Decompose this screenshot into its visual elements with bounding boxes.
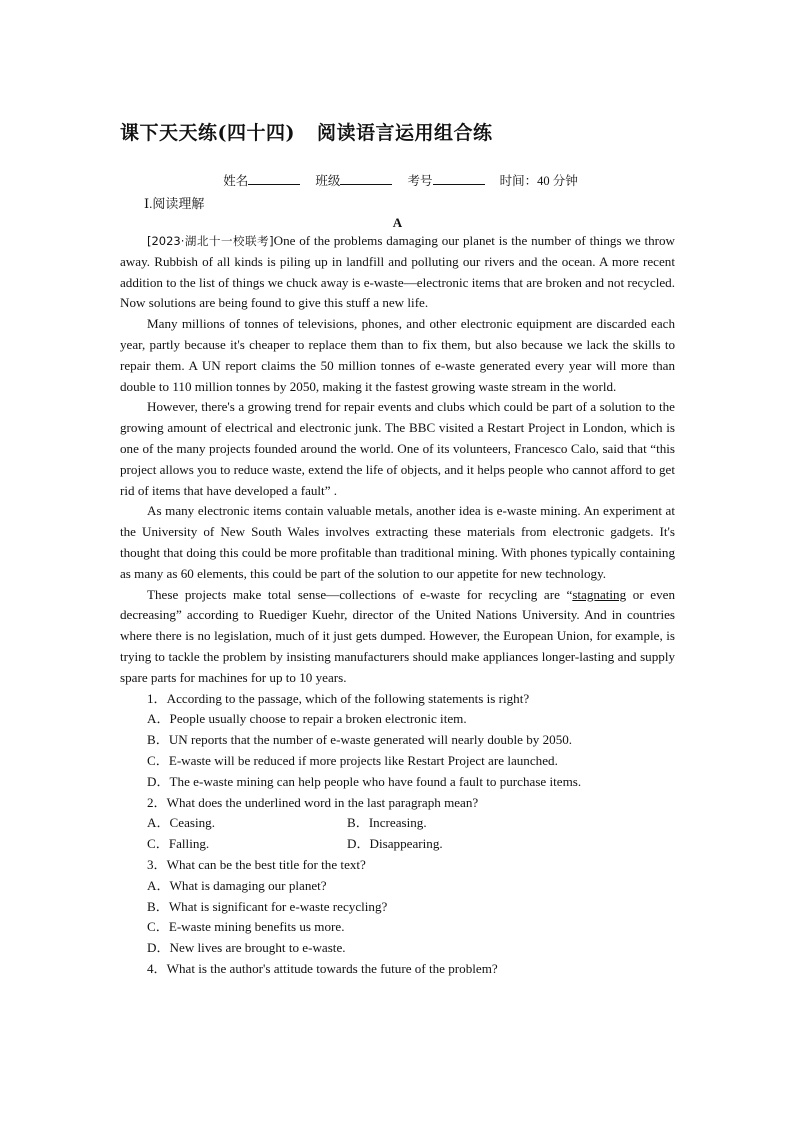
title-right: 阅读语言运用组合练 <box>316 122 493 144</box>
option-3d: D．New lives are brought to e-waste. <box>147 940 346 956</box>
time-limit: 时间：40 分钟 <box>499 174 578 188</box>
student-info-row <box>120 171 675 189</box>
paragraph-1-text: One of the problems damaging our planet is the number of things we throw away. Rubbish of all kinds is piling up in landfill and polluting our rivers and the ocean. A more recent addition to the list of things we chuck away is e-waste—electronic items that are broken and not recycled. Now solutions are being found to give this stuff a new life. <box>120 233 675 311</box>
title-left: 课下天天练(四十四) <box>120 122 295 144</box>
class-blank[interactable] <box>340 172 392 185</box>
option-2a: A．Ceasing. <box>147 815 216 831</box>
paragraph-1 <box>120 231 675 314</box>
passage-letter: A <box>392 215 403 230</box>
name-field[interactable] <box>223 174 300 188</box>
option-2c: C．Falling. <box>147 836 210 852</box>
number-label: 考号 <box>407 174 433 188</box>
worksheet-page <box>120 118 675 980</box>
option-2d: D．Disappearing. <box>347 836 443 852</box>
option-1a: A．People usually choose to repair a broken electronic item. <box>147 711 467 727</box>
name-blank[interactable] <box>248 172 300 185</box>
section-heading: Ⅰ.阅读理解 <box>144 196 205 211</box>
option-1b: B．UN reports that the number of e-waste generated will nearly double by 2050. <box>147 732 573 748</box>
class-field[interactable] <box>315 174 392 188</box>
question-1: 1．According to the passage, which of the following statements is right? <box>147 690 530 706</box>
number-blank[interactable] <box>433 172 485 185</box>
option-3a: A．What is damaging our planet? <box>147 877 327 893</box>
paragraph-5-end: or even decreasing” according to Ruediger Kuehr, director of the United Nations University. And in countries where there is no legislation, much of it just gets dumped. However, the European Union, for example, is trying to tackle the problem by insisting manufacturers should make appliances longer-lasting and supply spare parts for machines for up to 10 years. <box>120 586 676 685</box>
class-label: 班级 <box>315 174 341 188</box>
underlined-word: stagnating <box>572 586 627 602</box>
source-tag: [2023·湖北十一校联考] <box>147 234 274 248</box>
page-title <box>120 118 675 145</box>
question-4: 4．What is the author's attitude towards the future of the problem? <box>147 960 498 976</box>
name-label: 姓名 <box>223 174 249 188</box>
questions <box>120 689 675 980</box>
option-2b: B．Increasing. <box>347 815 427 831</box>
paragraph-4: As many electronic items contain valuable metals, another idea is e-waste mining. An experiment at the University of New South Wales involves extracting these materials from electronic gadgets. It's thought that doing this could be more profitable than traditional mining. With phones typically containing as many as 60 elements, this could be part of the solution to our appetite for new technology. <box>120 503 675 581</box>
question-2: 2．What does the underlined word in the last paragraph mean? <box>147 794 479 810</box>
option-3b: B．What is significant for e-waste recycling? <box>147 898 388 914</box>
paragraph-2: Many millions of tonnes of televisions, phones, and other electronic equipment are discarded each year, partly because it's cheaper to replace them than to fix them, but also because we lack the skills to repair them. A UN report claims the 50 million tonnes of e-waste generated every year will more than double to 110 million tonnes by 2050, making it the fastest growing waste stream in the world. <box>120 316 675 394</box>
number-field[interactable] <box>408 174 485 188</box>
paragraph-5-start: These projects make total sense—collections of e-waste for recycling are “ <box>147 586 573 602</box>
option-1c: C．E-waste will be reduced if more projects like Restart Project are launched. <box>147 752 558 768</box>
option-3c: C．E-waste mining benefits us more. <box>147 919 345 935</box>
question-3: 3．What can be the best title for the text? <box>147 856 366 872</box>
option-1d: D．The e-waste mining can help people who have found a fault to purchase items. <box>147 773 582 789</box>
paragraph-5 <box>120 585 675 689</box>
options-2-row2 <box>147 834 675 855</box>
options-2-row1 <box>147 813 675 834</box>
paragraph-3: However, there's a growing trend for repair events and clubs which could be part of a solution to the growing amount of electrical and electronic junk. The BBC visited a Restart Project in London, which is one of the many projects founded around the world. One of its volunteers, Francesco Calo, said that “this project allows you to reduce waste, extend the life of objects, and it helps people who cannot afford to get rid of items that have developed a fault” . <box>120 399 675 498</box>
